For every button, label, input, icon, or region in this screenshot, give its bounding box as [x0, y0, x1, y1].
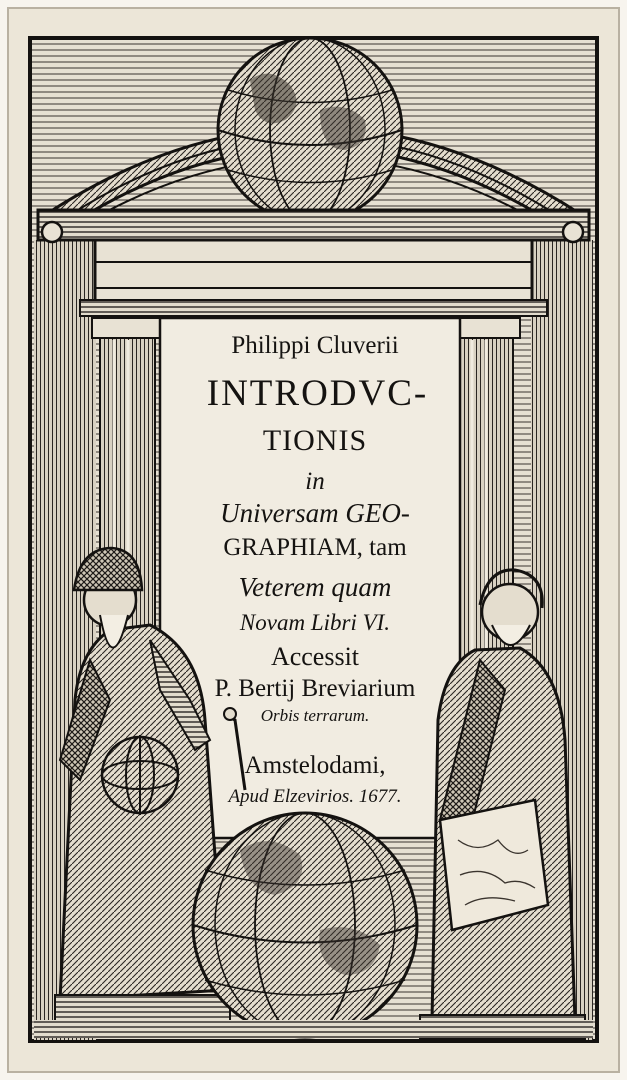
title-accessit: Accessit: [270, 642, 360, 671]
map-scroll: [440, 800, 548, 930]
title-veterem: Veterem quam: [238, 572, 392, 602]
imprint-publisher: Apud Elzevirios. 1677.: [228, 786, 402, 807]
title-main-line2: TIONIS: [262, 424, 368, 457]
title-graphiam: GRAPHIAM, tam: [223, 534, 407, 561]
title-in: in: [305, 468, 325, 495]
author-name: Philippi Cluverii: [231, 332, 399, 359]
title-main-line1: INTRODVC-: [206, 373, 429, 414]
title-universam: Universam GEO-: [220, 498, 410, 528]
title-orbis: Orbis terrarum.: [260, 706, 370, 725]
title-novam: Novam Libri VI.: [239, 610, 391, 635]
imprint-place: Amstelodami,: [244, 752, 386, 779]
title-bertij: P. Bertij Breviarium: [214, 675, 416, 702]
top-globe: [218, 38, 402, 222]
bottom-globe: [193, 813, 417, 1037]
